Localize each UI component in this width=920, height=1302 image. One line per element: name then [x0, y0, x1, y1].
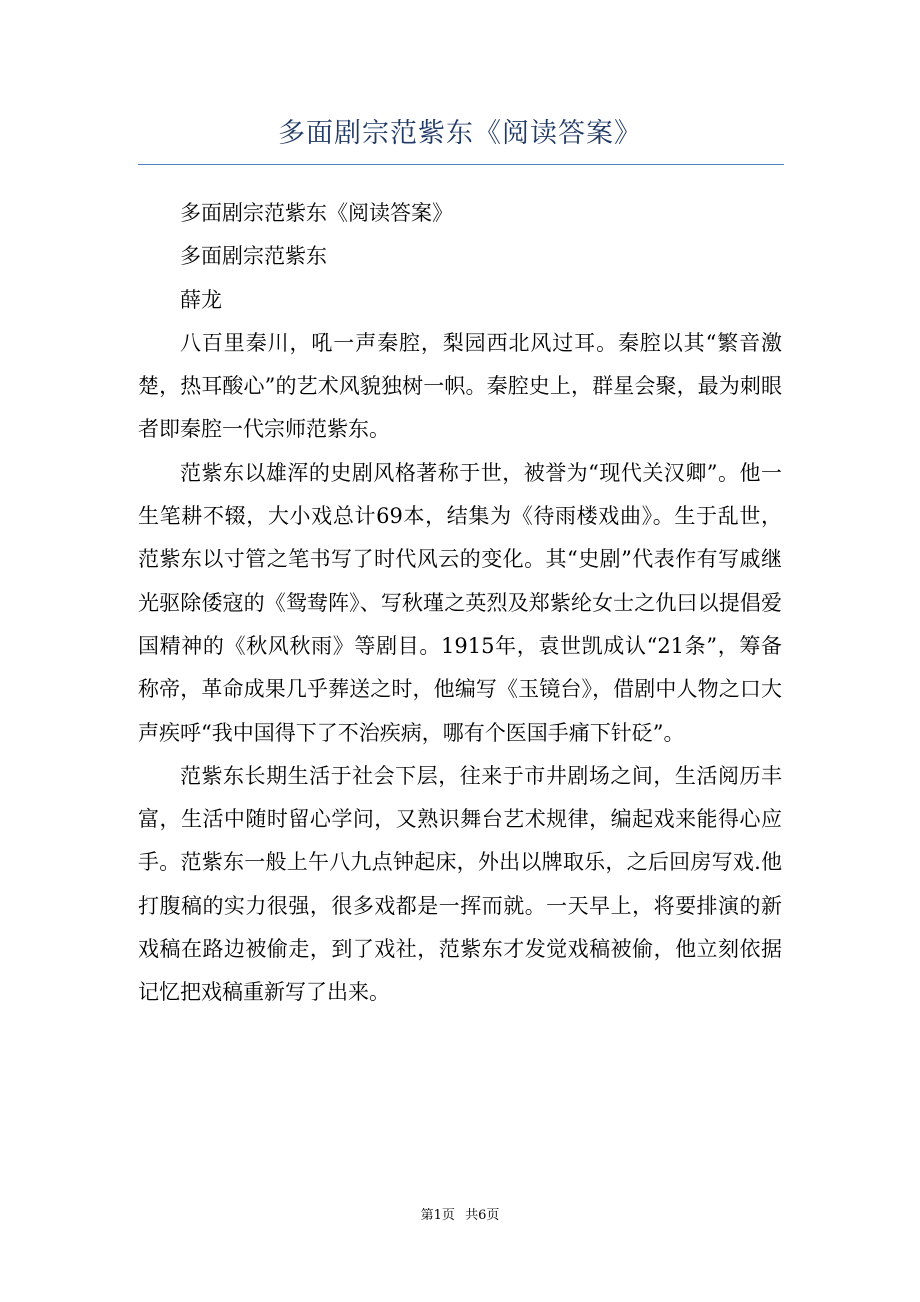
page-number: 第1页: [420, 1208, 455, 1223]
title-divider: [138, 164, 784, 165]
paragraph-body-3: 范紫东长期生活于社会下层，往来于市井剧场之间，生活阅历丰富，生活中随时留心学问，又熟识舞台艺术规律，编起戏来能得心应手。范紫东一般上午八九点钟起床，外出以牌取乐，之后回房写戏.他打腹稿的实力很强，很多戏都是一挥而就。一天早上，将要排演的新戏稿在路边被偷走，到了戏社，范紫东才发觉戏稿被偷，他立刻依据记忆把戏稿重新写了出来。: [138, 763, 782, 1005]
document-body: [138, 192, 782, 1015]
page-total: 共6页: [465, 1208, 500, 1223]
paragraph-body-1: 八百里秦川，吼一声秦腔，梨园西北风过耳。秦腔以其“繁音激楚，热耳酸心”的艺术风貌独树一帜。秦腔史上，群星会聚，最为刺眼者即秦腔一代宗师范紫东。: [138, 330, 782, 442]
paragraph-heading-repeat: 多面剧宗范紫东《阅读答案》: [180, 201, 453, 225]
document-title: 多面剧宗范紫东《阅读答案》: [278, 118, 642, 149]
paragraph-body-2: 范紫东以雄浑的史剧风格著称于世，被誉为“现代关汉卿”。他一生笔耕不辍，大小戏总计69本，结集为《待雨楼戏曲》。生于乱世，范紫东以寸管之笔书写了时代风云的变化。其“史剧”代表作有写戚继光驱除倭寇的《鸳鸯阵》、写秋瑾之英烈及郑紫纶女士之仇曰以提倡爱国精神的《秋风秋雨》等剧目。1915年，袁世凯成认“21条”，筹备称帝，革命成果几乎葬送之时，他编写《玉镜台》，借剧中人物之口大声疾呼“我中国得下了不治疾病，哪有个医国手痛下针砭”。: [138, 460, 782, 745]
paragraph-author: 薛龙: [180, 287, 222, 312]
page-footer: [0, 1206, 920, 1226]
paragraph-subtitle: 多面剧宗范紫东: [180, 244, 327, 269]
